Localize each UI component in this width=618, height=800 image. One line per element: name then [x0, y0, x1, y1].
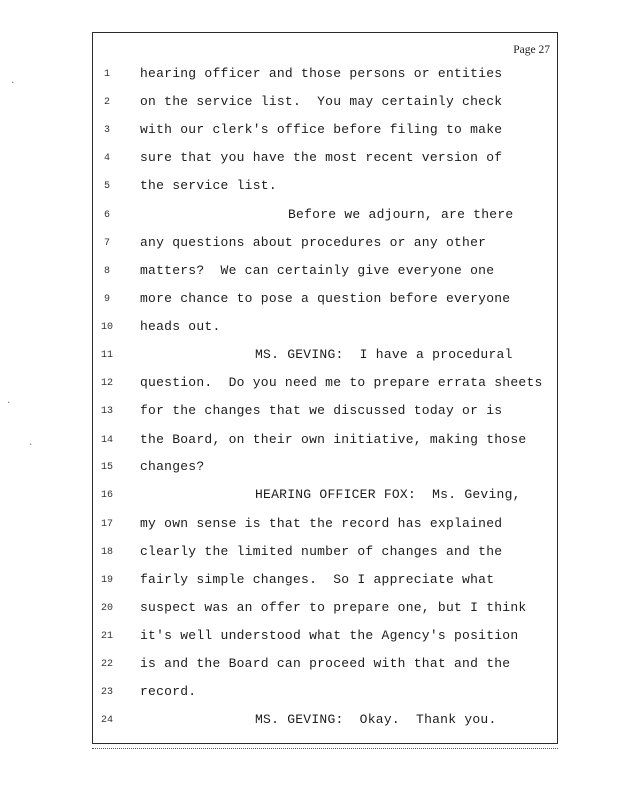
transcript-line — [0, 403, 618, 423]
line-number: 2 — [103, 97, 110, 108]
line-text: changes? — [140, 459, 205, 474]
line-text: is and the Board can proceed with that and the — [140, 656, 511, 671]
transcript-line — [0, 375, 618, 395]
line-number: 22 — [100, 659, 113, 670]
transcript-line — [0, 656, 618, 676]
line-number: 1 — [103, 69, 110, 80]
scan-mark: · — [10, 78, 16, 88]
transcript-line — [0, 544, 618, 564]
line-text: fairly simple changes. So I appreciate what — [140, 572, 495, 587]
transcript-line — [0, 572, 618, 592]
line-number: 3 — [103, 125, 110, 136]
transcript-line — [0, 122, 618, 142]
line-text: heads out. — [140, 319, 221, 334]
transcript-line — [0, 712, 618, 732]
transcript-line — [0, 432, 618, 452]
line-text: suspect was an offer to prepare one, but I think — [140, 600, 527, 615]
line-number: 13 — [100, 406, 113, 417]
line-number: 8 — [103, 266, 110, 277]
line-text: record. — [140, 684, 197, 699]
transcript-line — [0, 207, 618, 227]
line-text: the service list. — [140, 178, 277, 193]
page-number: Page 27 — [513, 44, 550, 56]
scan-mark: · — [6, 398, 12, 408]
line-text: the Board, on their own initiative, making those — [140, 432, 527, 447]
line-text: any questions about procedures or any other — [140, 235, 487, 250]
transcript-line — [0, 684, 618, 704]
transcript-line — [0, 291, 618, 311]
line-text: sure that you have the most recent version of — [140, 150, 503, 165]
line-text: on the service list. You may certainly check — [140, 94, 503, 109]
line-text: more chance to pose a question before everyone — [140, 291, 511, 306]
transcript-line — [0, 516, 618, 536]
line-number: 9 — [103, 294, 110, 305]
transcript-line — [0, 94, 618, 114]
scan-edge-noise — [92, 744, 558, 749]
transcript-line — [0, 487, 618, 507]
transcript-line — [0, 235, 618, 255]
line-number: 7 — [103, 238, 110, 249]
line-number: 17 — [100, 519, 113, 530]
transcript-line — [0, 66, 618, 86]
line-number: 20 — [100, 603, 113, 614]
line-text: for the changes that we discussed today or is — [140, 403, 503, 418]
line-number: 16 — [100, 490, 113, 501]
line-text: matters? We can certainly give everyone one — [140, 263, 495, 278]
line-text: my own sense is that the record has explained — [140, 516, 503, 531]
transcript-line — [0, 263, 618, 283]
line-number: 14 — [100, 435, 113, 446]
line-number: 24 — [100, 715, 113, 726]
line-number: 21 — [100, 631, 113, 642]
transcript-line — [0, 319, 618, 339]
line-number: 15 — [100, 462, 113, 473]
transcript-line — [0, 600, 618, 620]
line-number: 6 — [103, 210, 110, 221]
line-number: 19 — [100, 575, 113, 586]
transcript-line — [0, 459, 618, 479]
line-text: with our clerk's office before filing to make — [140, 122, 503, 137]
line-number: 23 — [100, 687, 113, 698]
line-text: Before we adjourn, are there — [288, 207, 514, 222]
line-number: 18 — [100, 547, 113, 558]
line-text: MS. GEVING: Okay. Thank you. — [255, 712, 497, 727]
line-text: MS. GEVING: I have a procedural — [255, 347, 513, 362]
line-number: 4 — [103, 153, 110, 164]
transcript-line — [0, 150, 618, 170]
line-number: 11 — [100, 350, 113, 361]
line-text: clearly the limited number of changes and the — [140, 544, 503, 559]
transcript-line — [0, 178, 618, 198]
line-number: 10 — [100, 322, 113, 333]
transcript-line — [0, 628, 618, 648]
transcript-line — [0, 347, 618, 367]
line-number: 12 — [100, 378, 113, 389]
line-text: it's well understood what the Agency's position — [140, 628, 519, 643]
line-text: question. Do you need me to prepare errata sheets — [140, 375, 543, 390]
scan-mark: · — [28, 440, 34, 450]
line-text: hearing officer and those persons or entities — [140, 66, 503, 81]
line-text: HEARING OFFICER FOX: Ms. Geving, — [255, 487, 521, 502]
line-number: 5 — [103, 181, 110, 192]
